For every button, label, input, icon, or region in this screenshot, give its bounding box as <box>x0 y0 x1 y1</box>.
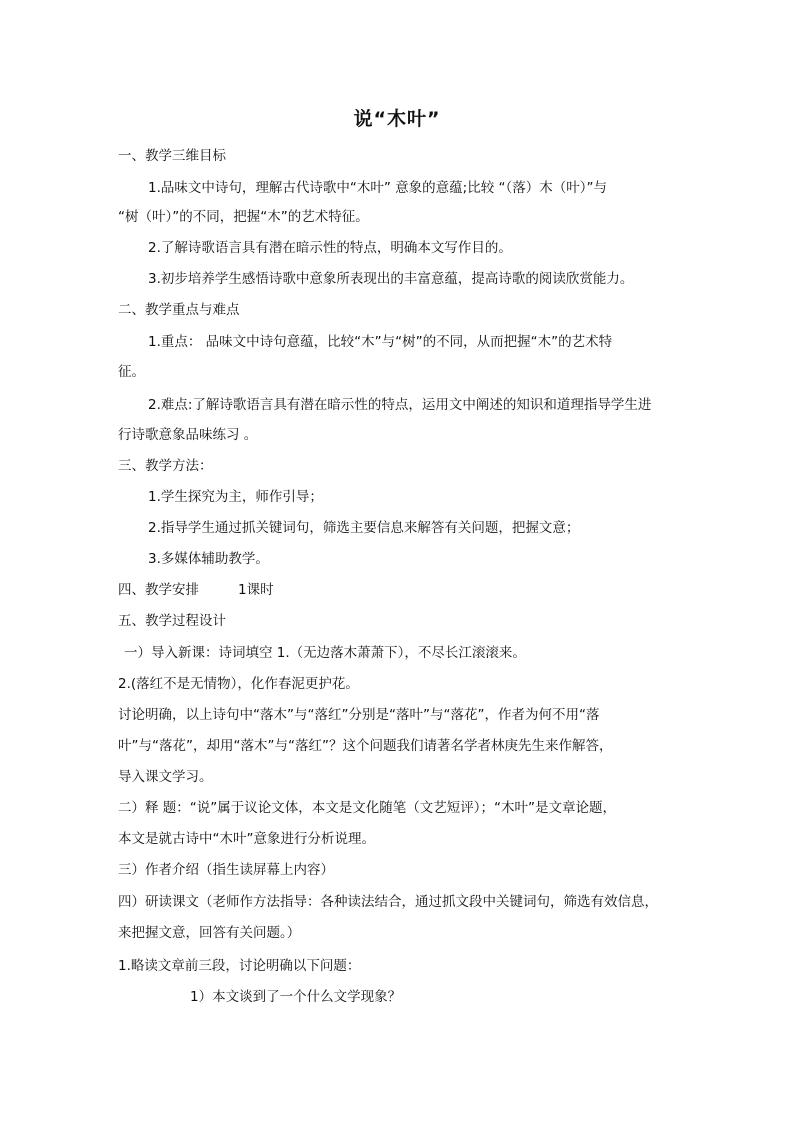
difficulty-line-2: 行诗歌意象品味练习 。 <box>118 427 258 443</box>
process-line: 二）释 题：“说”属于议论文体，本文是文化随笔（文艺短评）；“木叶”是文章论题， <box>118 800 617 816</box>
process-line: 三）作者介绍（指生读屏幕上内容） <box>118 862 334 878</box>
process-line: 一）导入新课：诗词填空 1.（无边落木萧萧下），不尽长江滚滚来。 <box>124 645 526 661</box>
process-line: 叶”与“落花”，却用“落木”与“落红”？这个问题我们请著名学者林庚先生来作解答， <box>118 738 613 754</box>
process-line: 本文是就古诗中“木叶”意象进行分析说理。 <box>118 831 375 847</box>
section-heading-methods: 三、教学方法： <box>118 458 213 474</box>
process-line: 1）本文谈到了一个什么文学现象？ <box>190 989 402 1005</box>
difficulty-line-1: 2.难点:了解诗歌语言具有潜在暗示性的特点，运用文中阐述的知识和道理指导学生进 <box>148 397 652 413</box>
goal-1-line-2: “树（叶）”的不同，把握“木”的艺术特征。 <box>118 209 369 225</box>
section-heading-goals: 一、教学三维目标 <box>118 148 226 164</box>
goal-1-line-1: 1.品味文中诗句，理解古代诗歌中“木叶” 意象的意蕴;比较 “（落）木（叶）”与 <box>148 180 607 196</box>
section-heading-process: 五、教学过程设计 <box>118 613 226 629</box>
process-line: 来把握文意，回答有关问题。） <box>118 925 301 941</box>
process-line: 导入课文学习。 <box>118 769 213 785</box>
process-line: 四）研读课文（老师作方法指导：各种读法结合，通过抓文段中关键词句，筛选有效信息， <box>118 894 658 910</box>
document-title: 说“木叶” <box>353 108 441 130</box>
process-line: 2.(落红不是无情物），化作春泥更护花。 <box>118 676 359 692</box>
process-line: 1.略读文章前三段，讨论明确以下问题： <box>118 958 361 974</box>
goal-3: 3.初步培养学生感悟诗歌中意象所表现出的丰富意蕴，提高诗歌的阅读欣赏能力。 <box>148 271 634 287</box>
method-2: 2.指导学生通过抓关键词句，筛选主要信息来解答有关问题，把握文意； <box>148 520 580 536</box>
key-point-line-2: 征。 <box>118 364 145 380</box>
process-line: 讨论明确，以上诗句中“落木”与“落红”分别是“落叶”与“落花”，作者为何不用“落 <box>118 707 600 723</box>
method-1: 1.学生探究为主，师作引导； <box>148 489 323 505</box>
section-heading-key-points: 二、教学重点与难点 <box>118 302 240 318</box>
key-point-line-1: 1.重点： 品味文中诗句意蕴，比较“木”与“树”的不同，从而把握“木”的艺术特 <box>148 334 613 350</box>
section-heading-schedule: 四、教学安排 <box>118 582 199 598</box>
schedule-value: 1课时 <box>238 582 274 598</box>
goal-2: 2.了解诗歌语言具有潜在暗示性的特点，明确本文写作目的。 <box>148 240 512 256</box>
method-3: 3.多媒体辅助教学。 <box>148 551 269 567</box>
